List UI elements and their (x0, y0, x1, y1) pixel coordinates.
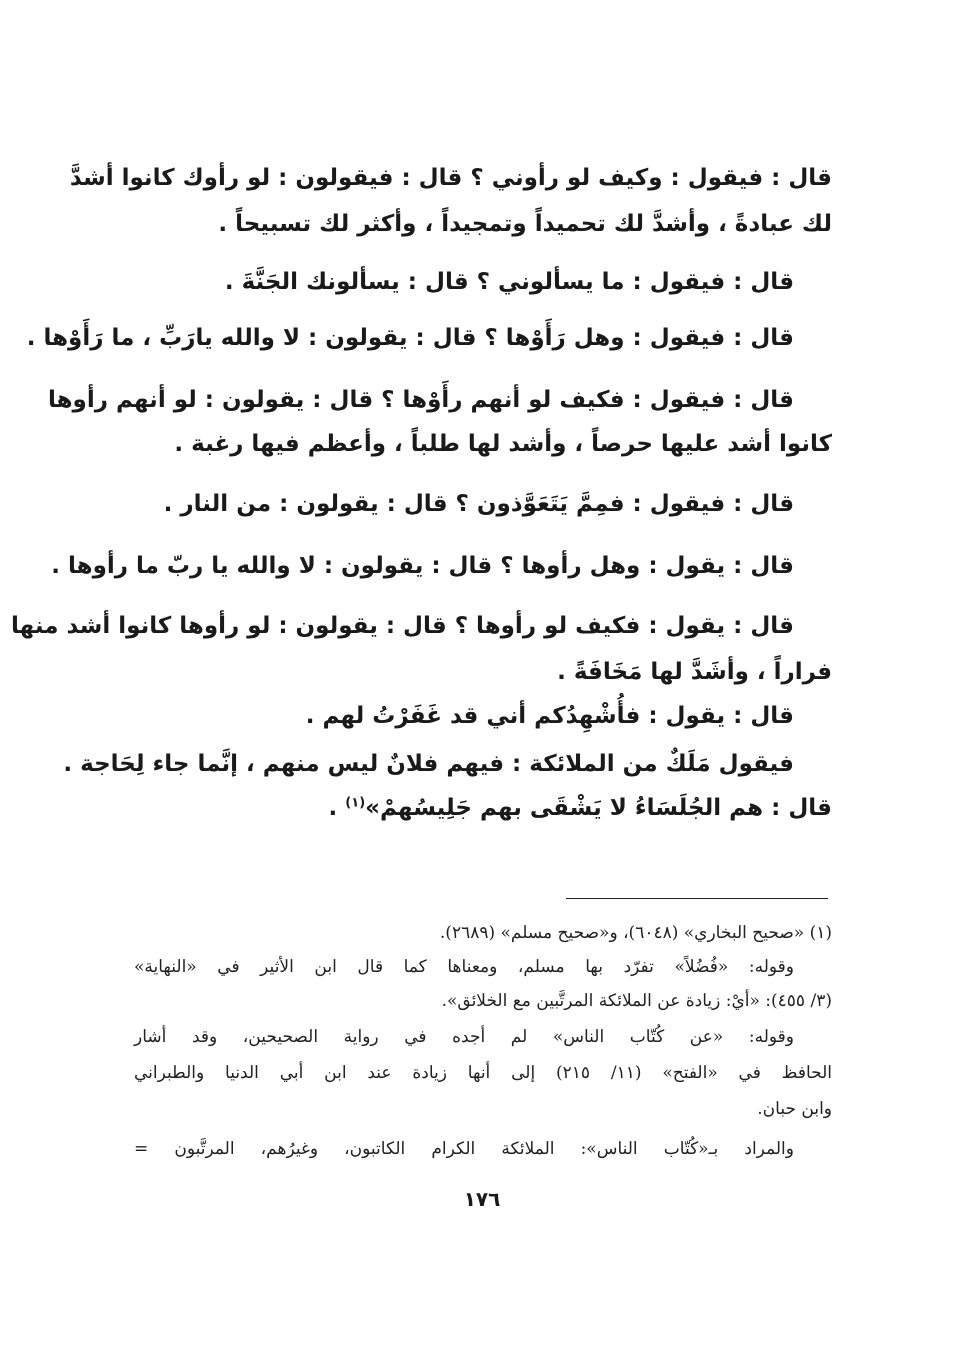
text-line-13-body: قال : هم الجُلَسَاءُ لا يَشْقَى بهم جَلِيسُهمْ» (365, 795, 832, 821)
footnote-line-5: الحافظ في «الفتح» (١١/ ٢١٥) إلى أنها زيادة عند ابن أبي الدنيا والطبراني (134, 1063, 832, 1083)
text-line-1: قال : فيقول : وكيف لو رأوني ؟ قال : فيقولون : لو رأوك كانوا أشدَّ (69, 165, 832, 191)
footnote-separator (566, 898, 828, 899)
footnote-line-4: وقوله: «عن كُتّاب الناس» لم أجده في رواية الصحيحين، وقد أشار (134, 1027, 794, 1047)
text-line-9: قال : يقول : فكيف لو رأوها ؟ قال : يقولون : لو رأوها كانوا أشد منها (11, 613, 794, 639)
text-line-7: قال : فيقول : فمِمَّ يَتَعَوَّذون ؟ قال : يقولون : من النار . (163, 491, 794, 517)
text-line-2: لك عبادةً ، وأشدَّ لك تحميداً وتمجيداً ، وأكثر لك تسبيحاً . (218, 211, 832, 237)
page-number: ١٧٦ (463, 1187, 501, 1211)
text-line-13 (134, 788, 832, 828)
text-line-11: قال : يقول : فأُشْهِدُكم أني قد غَفَرْتُ لهم . (305, 703, 794, 729)
text-line-6: كانوا أشد عليها حرصاً ، وأشد لها طلباً ، وأعظم فيها رغبة . (174, 431, 832, 457)
text-line-10: فراراً ، وأشَدَّ لها مَخَافَةً . (557, 659, 832, 685)
footnote-ref-1[interactable]: (١) (345, 795, 366, 811)
footnote-line-2: وقوله: «فُضُلاً» تفرّد بها مسلم، ومعناها كما قال ابن الأثير في «النهاية» (134, 957, 794, 977)
footnote-line-6: وابن حبان. (757, 1099, 832, 1119)
footnote-line-7: والمراد بـ«كُتّاب الناس»: الملائكة الكرام الكاتبون، وغيرُهم، المرتَّبون = (134, 1139, 794, 1159)
text-line-12: فيقول مَلَكٌ من الملائكة : فيهم فلانٌ ليس منهم ، إنَّما جاء لِحَاجة . (63, 751, 794, 777)
text-line-8: قال : يقول : وهل رأوها ؟ قال : يقولون : لا والله يا ربّ ما رأوها . (51, 553, 794, 579)
text-line-3: قال : فيقول : ما يسألوني ؟ قال : يسألونك الجَنَّةَ . (224, 269, 794, 295)
text-line-13-end: . (328, 795, 346, 821)
footnote-line-1: (١) «صحيح البخاري» (٦٠٤٨)، و«صحيح مسلم» (٢٦٨٩). (439, 923, 832, 943)
text-line-4: قال : فيقول : وهل رَأَوْها ؟ قال : يقولون : لا والله يارَبِّ ، ما رَأَوْها . (26, 325, 794, 351)
footnote-line-3: (٣/ ٤٥٥): «أيْ: زيادة عن الملائكة المرتَّبين مع الخلائق». (441, 991, 832, 1011)
text-line-5: قال : فيقول : فكيف لو أنهم رأَوْها ؟ قال : يقولون : لو أنهم رأوها (47, 387, 794, 413)
